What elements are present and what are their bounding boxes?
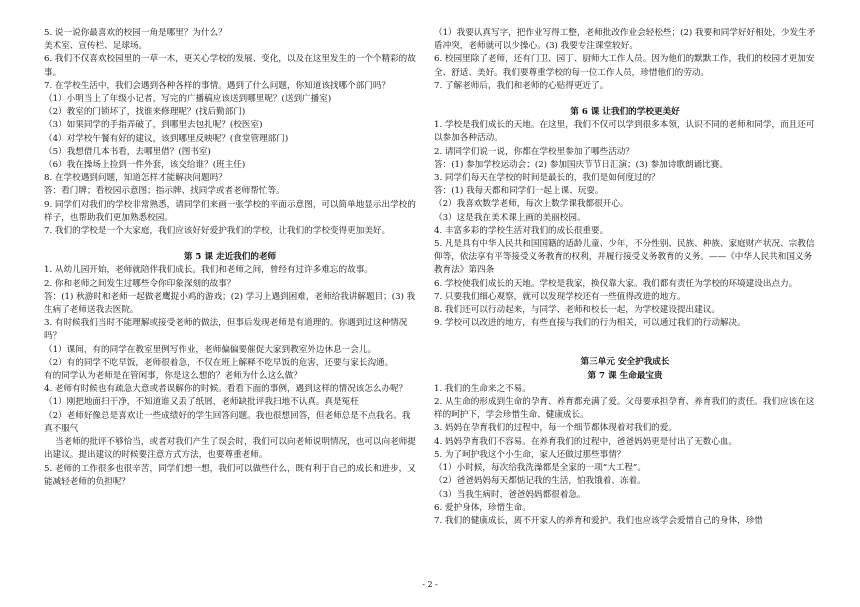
paragraph: 7. 只要我们细心观察，就可以发现学校还有一些值得改进的地方。 (434, 291, 686, 302)
spacer (44, 238, 416, 251)
paragraph: （2）老师好像总是喜欢让一些成绩好的学生回答问题。我也很想回答，但老师总是不点我名。我真不服气 (44, 410, 411, 434)
paragraph: 当老师的批评不够恰当，或者对我们产生了误会时，我们可以向老师说明情况，也可以向老师提出建议。提出建议的时候要注意方式方法，也要尊重老师。 (44, 437, 416, 461)
right-column (434, 27, 816, 528)
left-part1 (44, 27, 416, 238)
spacer (434, 343, 816, 356)
paragraph: 3. 有时候我们当时不能理解或接受老师的做法，但事后发现老师是有道理的。你遇到过这种情况吗？ (44, 318, 408, 342)
paragraph: 9. 学校可以改进的地方，有些直接与我们的行为相关，可以通过我们的行动解决。 (434, 318, 746, 329)
paragraph: （1）小时候，每次给我洗澡都是全家的一项“大工程”。 (434, 463, 646, 474)
unit3-title: 第三单元 安全护我成长 (580, 357, 670, 368)
paragraph: 5. 老师的工作很多也很辛苦，同学们想一想，我们可以做些什么，既有利于自己的成长和进步，又能减轻老师的负担呢？ (44, 463, 416, 487)
paragraph: （1）课间，有的同学在教室里例写作业，老师偏偏要催促大家到教室外边休息一会儿。 (44, 344, 377, 355)
paragraph: 5. 说一说你最喜欢的校园一角是哪里？为什么？ (44, 28, 227, 38)
paragraph: 4. 丰富多彩的学校生活对我们的成长很重要。 (434, 225, 609, 236)
paragraph: 1. 从幼儿园开始，老师就陪伴我们成长。我们和老师之间，曾经有过许多难忘的故事。 (44, 265, 373, 276)
paragraph: （3）如果同学的手指弄破了，到哪里去包扎呢？(校医室) (44, 120, 263, 131)
lesson6-title: 第 6 课 让我们的学校更美好 (570, 107, 680, 118)
paragraph: 8. 在学校遇到问题，知道怎样才能解决问题吗？ (44, 173, 227, 184)
paragraph: 7. 我们的健康成长，离不开家人的养育和爱护。我们也应该学会爱惜自己的身体，珍惜 (434, 515, 763, 526)
paragraph: 5. 凡是具有中华人民共和国国籍的适龄儿童、少年，不分性别、民族、种族、家庭财产状况、宗教信仰等，依法享有平等接受义务教育的权利，并履行接受义务教育的义务。——《中华人民共和国义务教育法》第四条 (434, 239, 815, 276)
left-part2 (44, 264, 416, 488)
right-part2 (434, 119, 816, 330)
paragraph: （3）这是我在美术课上画的美丽校园。 (434, 212, 586, 223)
paragraph: 2. 请同学们说一说，你都在学校里参加了哪些活动？ (434, 146, 634, 157)
paragraph: （4）对学校午餐有好的建议，该到哪里反映呢？(食堂管理部门) (44, 133, 289, 144)
paragraph: 6. 爱护身体，珍惜生命。 (434, 502, 531, 513)
paragraph: 8. 我们还可以行动起来，与同学、老师和校长一起，为学校建设提出建议。 (434, 305, 720, 316)
paragraph: 4. 妈妈孕育我们不容易。在养育我们的过程中，爸爸妈妈更是付出了无数心血。 (434, 436, 738, 447)
right-part3 (434, 383, 816, 528)
left-column (44, 27, 416, 489)
page-number: - 2 - (422, 580, 438, 589)
paragraph: 2. 从生命的形成到生命的孕育、养育都充满了爱。父母要承担孕育、养育我们的责任。我们应该在这样的呵护下，学会珍惜生命、健康成长。 (434, 397, 815, 421)
paragraph: 答：(1) 秋游时和老师一起做老鹰捉小鸡的游戏；(2) 学习上遇到困难，老师给我讲解题目；(3) 我生病了老师送我去医院。 (44, 291, 416, 316)
spacer (434, 330, 816, 343)
spacer (434, 93, 816, 106)
paragraph: 1. 学校是我们成长的天地。在这里，我们不仅可以学到很多本领，认识不同的老师和同学，而且还可以参加各种活动。 (434, 120, 815, 144)
paragraph: 4. 老师有时候也有疏急大意或者误解你的时候。看看下面的事例，遇到这样的情况该怎么办呢？ (44, 384, 408, 395)
paragraph: （2）我喜欢数学老师，每次上数学课我都很开心。 (434, 199, 629, 210)
paragraph: （3）当我生病时，爸爸妈妈都很着急。 (434, 489, 586, 500)
paragraph: 2. 你和老师之间发生过哪些令你印象深刻的故事？ (44, 278, 236, 289)
paragraph: （2）爸爸妈妈每天都惦记我的生活，怕我饿着、冻着。 (434, 476, 646, 487)
paragraph: 7. 在学校生活中，我们会遇到各种各样的事情。遇到了什么问题，你知道该找哪个部门吗？ (44, 80, 391, 91)
lesson7-title: 第 7 课 生命最宝贵 (587, 370, 663, 381)
paragraph: 5. 为了呵护我这个小生命，家人还做过那些事情？ (434, 449, 626, 460)
paragraph: （1）刚把地面扫干净，不知道谁又丢了纸屑，老师缺批评我扫地不认真。真是冤枉 (44, 397, 359, 408)
paragraph: 7. 我们的学校是一个大家庭，我们应该好好爱护我们的学校，让我们的学校变得更加美好。 (44, 226, 391, 237)
paragraph: （1）小明当上了年级小记者，写完的广播稿应该送到哪里呢？(送到广播室) (44, 94, 332, 105)
paragraph: 6. 校园里除了老师，还有门卫、园丁、厨师大工作人员。因为他们的默默工作，我们的校园才更加安全、舒适、美好。我们要尊重学校的每一位工作人员，珍惜他们的劳动。 (434, 54, 815, 78)
paragraph: 美术室、宣传栏、足球场。 (44, 41, 148, 52)
right-part1 (434, 27, 816, 93)
paragraph: 9. 同学们对我们的学校非常熟悉，请同学们来画一张学校的平面示意图，可以简单地显示出学校的样子，也帮助我们更加熟悉校园。 (44, 199, 416, 223)
paragraph: （6）我在操场上捡到一件外套，该交给谁？(班主任) (44, 160, 246, 171)
paragraph: 6. 学校使我们成长的天地。学校是我家，换仅靠大家。我们都有责任为学校的环境建设出点力。 (434, 278, 798, 289)
paragraph: 3. 同学们每天在学校的时间是最长的，我们是如何度过的？ (434, 173, 660, 184)
paragraph: 6. 我们不仅喜欢校园里的一草一木，更关心学校的发展、变化，以及在这里发生的一个个精彩的故事。 (44, 54, 416, 78)
paragraph: 1. 我们的生命来之不易。 (434, 383, 531, 394)
paragraph: 答：看门牌；看校园示意图；指示牌、找同学或者老师帮忙等。 (44, 186, 285, 197)
paragraph: 答：(1) 我每天都和同学们一起上课、玩耍。 (434, 186, 604, 197)
paragraph: 有的同学认为老师是在管闲事，你是这么想的？老师为什么这么做？ (44, 371, 302, 382)
paragraph: （5）我想借几本书看，去哪里借？(图书室) (44, 146, 211, 157)
paragraph: （2）有的同学不吃早饭，老师很着急，不仅在班上解释不吃早饭的危害，还要与家长沟通。 (44, 357, 394, 368)
paragraph: （1）我要认真写字，把作业写得工整，老师批改作业会轻松些；(2) 我要和同学好好相处，少发生矛盾冲突，老师就可以少操心。(3) 我要专注课堂较好。 (434, 28, 816, 52)
paragraph: 答：(1) 参加学校运动会；(2) 参加国庆节节日汇演；(3) 参加诗歌朗诵比赛。 (434, 159, 728, 170)
paragraph: 3. 妈妈在孕育我们的过程中，每一个细节都体现着对我们的爱。 (434, 423, 677, 434)
lesson5-title: 第 5 课 走近我们的老师 (183, 252, 277, 263)
paragraph: （2）教室的门锁坏了，找谁来修理呢？(找后勤部门) (44, 107, 246, 118)
paragraph: 7. 了解老师后，我们和老师的心贴得更近了。 (434, 80, 609, 91)
